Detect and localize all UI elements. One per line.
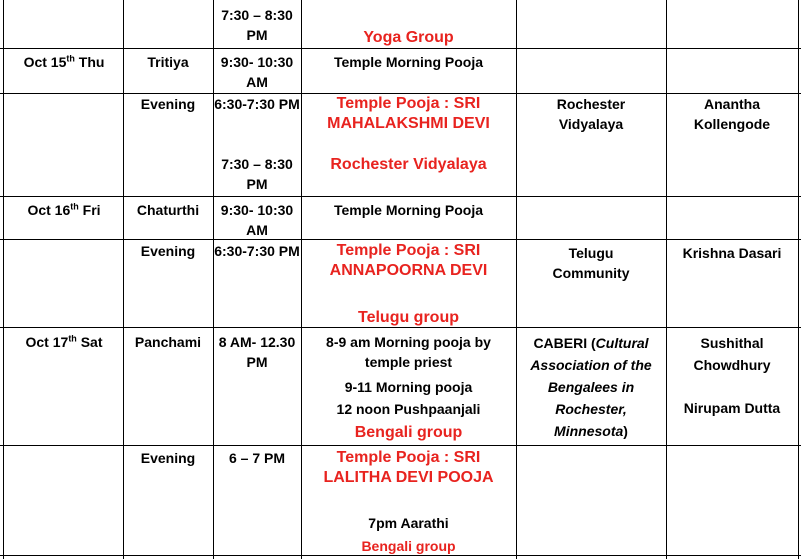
- col-divider: [516, 0, 517, 559]
- row-divider: [0, 48, 801, 49]
- time-cell: 7:30 – 8:30 PM: [221, 156, 293, 192]
- date-cell: Oct 15th Thu: [23, 53, 105, 70]
- event-title: Telugu group: [357, 309, 459, 326]
- event-line: 8-9 am Morning pooja by temple priest: [326, 334, 491, 370]
- row-divider: [0, 239, 801, 240]
- coordinator-cell: Krishna Dasari: [682, 245, 782, 261]
- time-cell: 8 AM- 12.30 PM: [218, 334, 296, 370]
- time-cell: 6:30-7:30 PM: [214, 243, 300, 259]
- session-cell: Evening: [140, 243, 196, 259]
- event-line: 9-11 Morning pooja: [344, 379, 473, 395]
- tithi-cell: Panchami: [134, 334, 202, 350]
- event-title: Temple Pooja : SRI ANNAPOORNA DEVI: [329, 242, 488, 279]
- row-divider: [0, 196, 801, 197]
- date-cell: Oct 16th Fri: [27, 201, 101, 218]
- tithi-cell: Tritiya: [147, 54, 189, 70]
- session-cell: Evening: [140, 96, 196, 112]
- event-line: 12 noon Pushpaanjali: [336, 401, 481, 417]
- tithi-cell: Chaturthi: [136, 202, 200, 218]
- sponsor-cell: Telugu Community: [552, 245, 630, 281]
- coordinator-cell: Sushithal Chowdhury: [693, 335, 771, 373]
- col-divider: [798, 0, 799, 559]
- event-title: Temple Pooja : SRI MAHALAKSHMI DEVI: [327, 95, 490, 132]
- session-cell: Evening: [140, 450, 196, 466]
- col-divider: [666, 0, 667, 559]
- row-divider: [0, 445, 801, 446]
- date-cell: Oct 17th Sat: [25, 333, 103, 350]
- event-title: Bengali group: [354, 424, 463, 441]
- time-cell: 7:30 – 8:30 PM: [221, 7, 293, 43]
- event-cell: Temple Morning Pooja: [333, 54, 484, 70]
- coordinator-cell: Anantha Kollengode: [693, 96, 771, 132]
- event-cell: Temple Morning Pooja: [333, 202, 484, 218]
- col-divider: [123, 0, 124, 559]
- col-divider: [301, 0, 302, 559]
- event-title: Yoga Group: [363, 29, 454, 46]
- time-cell: 6:30-7:30 PM: [214, 96, 300, 112]
- sponsor-cell: CABERI (Cultural Association of the Bengalees in Rochester, Minnesota): [530, 335, 652, 439]
- event-title: Bengali group: [361, 538, 456, 554]
- time-cell: 6 – 7 PM: [228, 450, 286, 466]
- event-line: 7pm Aarathi: [368, 515, 449, 531]
- sponsor-cell: Rochester Vidyalaya: [556, 96, 626, 132]
- coordinator-cell: Nirupam Dutta: [683, 400, 781, 416]
- time-cell: 9:30- 10:30 AM: [220, 54, 294, 90]
- time-cell: 9:30- 10:30 AM: [220, 202, 294, 238]
- col-divider: [3, 0, 4, 559]
- event-title: Rochester Vidyalaya: [330, 156, 487, 173]
- event-title: Temple Pooja : SRI LALITHA DEVI POOJA: [323, 449, 494, 486]
